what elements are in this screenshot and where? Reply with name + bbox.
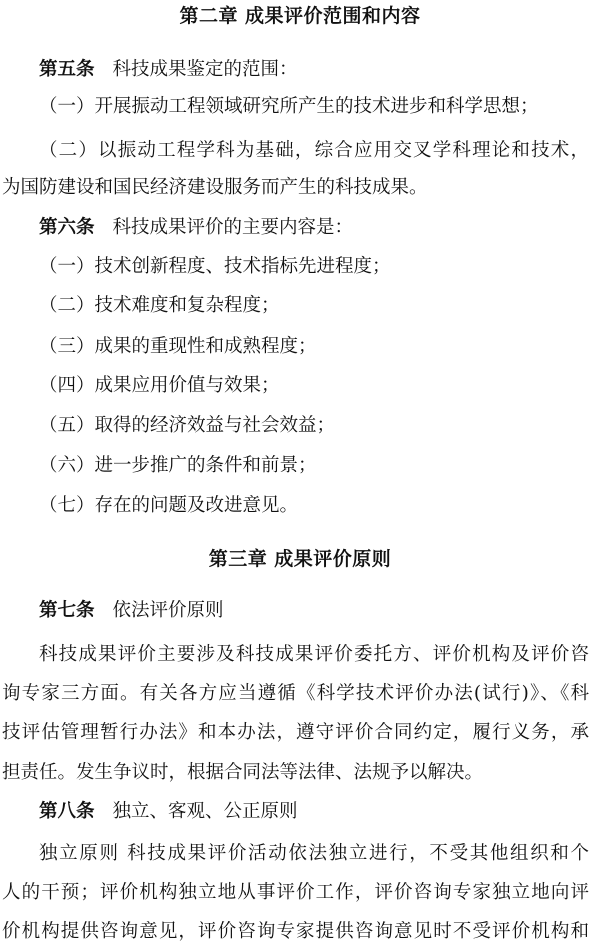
article-6-item-5: （五）取得的经济效益与社会效益；	[39, 415, 336, 436]
article-7-label: 第七条	[39, 600, 95, 621]
article-7-line-4: 担责任。发生争议时，根据合同法等法律、法规予以解决。	[2, 762, 484, 783]
article-8-line-3: 价机构提供咨询意见，评价咨询专家提供咨询意见时不受评价机构和	[2, 921, 589, 942]
chapter-3-title: 第三章 成果评价原则	[208, 548, 392, 570]
article-8-text: 独立、客观、公正原则	[112, 801, 298, 822]
article-6-item-4: （四）成果应用价值与效果；	[39, 375, 280, 396]
article-5-text: 科技成果鉴定的范围：	[112, 59, 298, 80]
article-6-item-6: （六）进一步推广的条件和前景；	[39, 455, 317, 476]
article-5-item-1: （一）开展振动工程领域研究所产生的技术进步和科学思想；	[39, 96, 539, 117]
article-6-item-3: （三）成果的重现性和成熟程度；	[39, 336, 317, 357]
article-7-text: 依法评价原则	[112, 600, 224, 621]
article-7-line-3: 技评估管理暂行办法》和本办法，遵守评价合同约定，履行义务，承	[2, 722, 589, 743]
article-6-item-2: （二）技术难度和复杂程度；	[39, 295, 280, 316]
article-6-label: 第六条	[39, 217, 95, 238]
article-6-text: 科技成果评价的主要内容是：	[112, 217, 354, 238]
chapter-2-title: 第二章 成果评价范围和内容	[179, 5, 421, 27]
article-5	[39, 58, 298, 82]
article-5-item-2-cont: 为国防建设和国民经济建设服务而产生的科技成果。	[2, 177, 428, 198]
article-6-item-1: （一）技术创新程度、技术指标先进程度；	[39, 256, 391, 277]
article-7	[39, 599, 224, 623]
article-8-line-2: 人的干预；评价机构独立地从事评价工作，评价咨询专家独立地向评	[2, 882, 589, 903]
article-6-item-7: （七）存在的问题及改进意见。	[39, 495, 299, 516]
article-5-label: 第五条	[39, 59, 95, 80]
article-5-item-2: （二）以振动工程学科为基础，综合应用交叉学科理论和技术，	[39, 140, 589, 161]
article-8-label: 第八条	[39, 801, 95, 822]
article-6	[39, 216, 353, 240]
article-8	[39, 800, 298, 824]
article-8-line-1: 独立原则 科技成果评价活动依法独立进行，不受其他组织和个	[39, 843, 589, 864]
article-7-line-1: 科技成果评价主要涉及科技成果评价委托方、评价机构及评价咨	[39, 644, 589, 665]
article-7-line-2: 询专家三方面。有关各方应当遵循《科学技术评价办法(试行)》、《科	[2, 683, 589, 704]
